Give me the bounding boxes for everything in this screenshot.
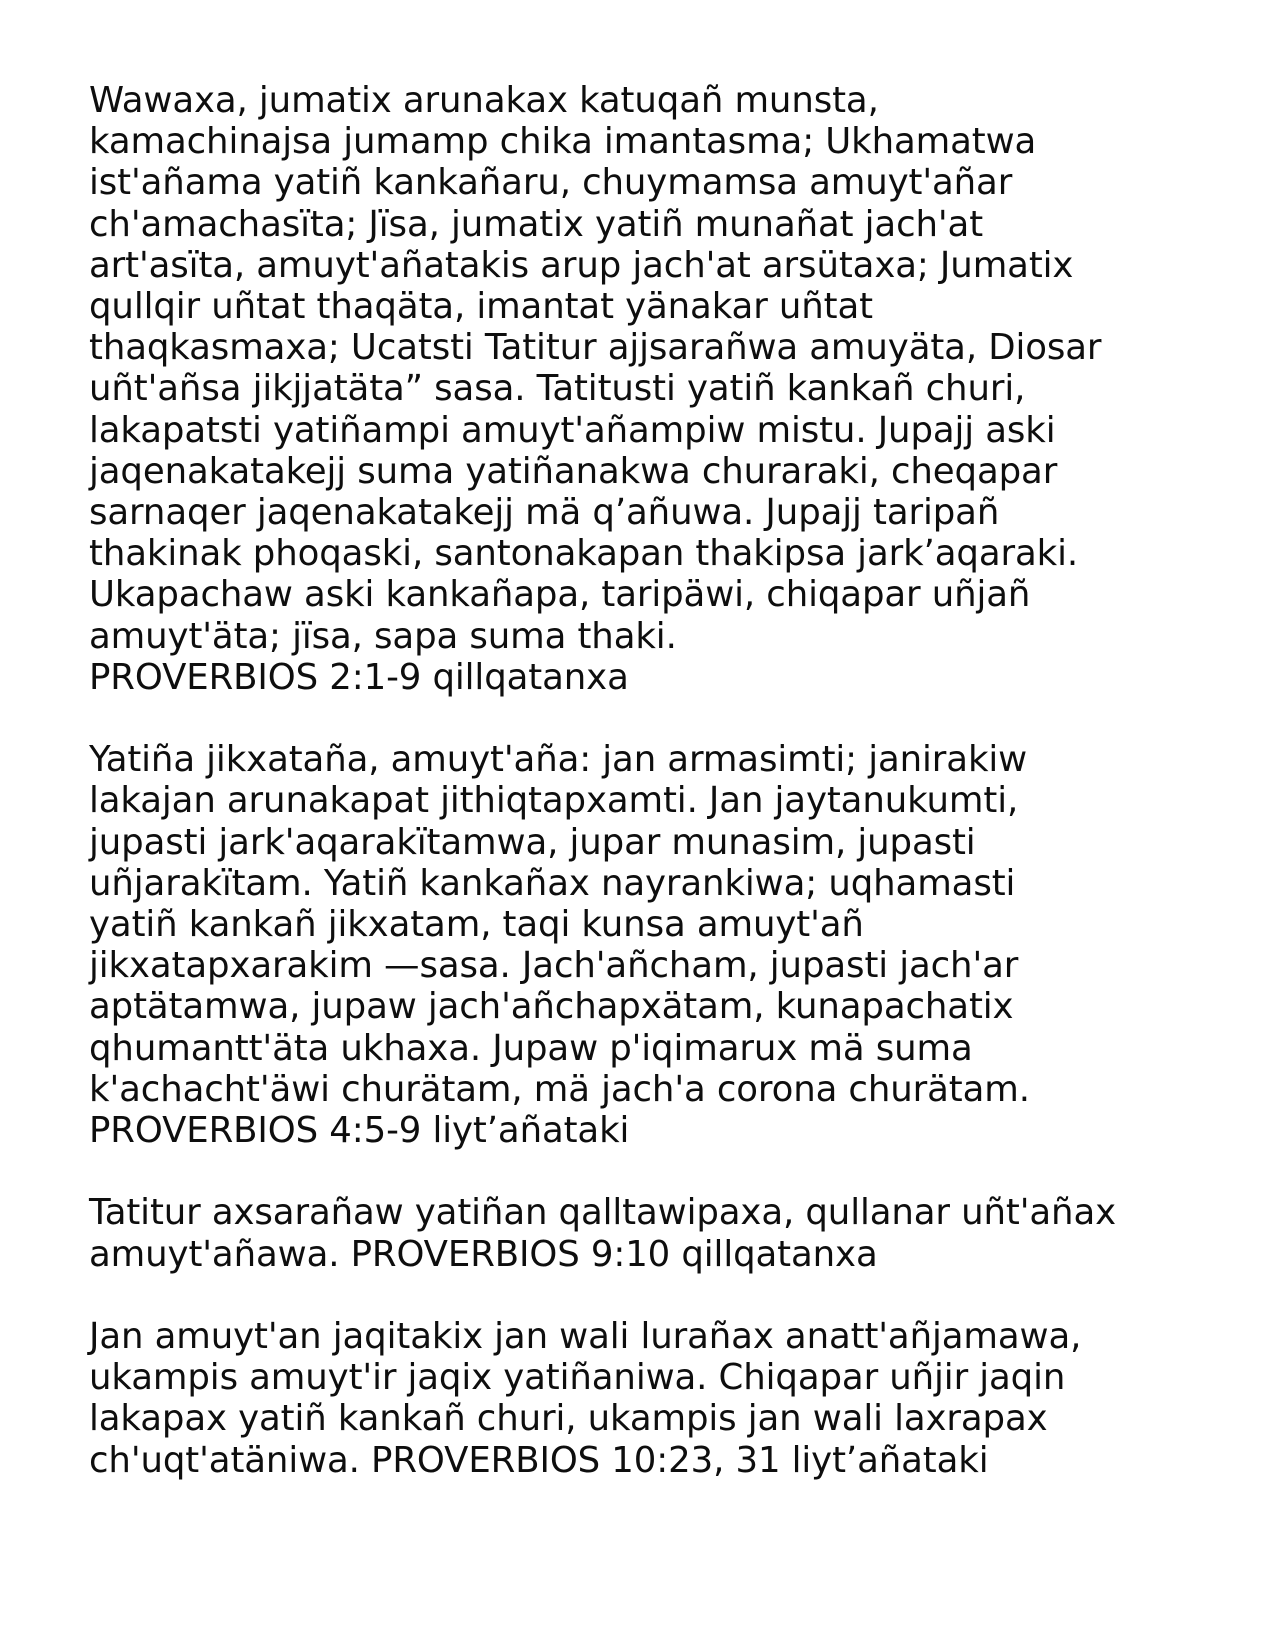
passage-4-line: Jan amuyt'an jaqitakix jan wali lurañax anatt'añjamawa, — [89, 1316, 1082, 1358]
passage-2-line: jupasti jark'aqarakïtamwa, jupar munasim, jupasti — [89, 821, 976, 863]
passage-3-line: Tatitur axsarañaw yatiñan qalltawipaxa, qullanar uñt'añax — [89, 1192, 1117, 1234]
passage-4-reference: PROVERBIOS 10:23, 31 liyt’añataki — [371, 1439, 989, 1481]
passage-2-line: aptätamwa, jupaw jach'añchapxätam, kunapachatix — [89, 986, 1014, 1028]
passage-1-line: kamachinajsa jumamp chika imantasma; Ukhamatwa — [89, 121, 1037, 163]
passage-3-line: amuyt'añawa. — [89, 1233, 340, 1275]
passage-1-line: ch'amachasïta; Jïsa, jumatix yatiñ munañat jach'at — [89, 203, 984, 245]
passage-1-line: jaqenakatakejj suma yatiñanakwa churaraki, cheqapar — [89, 450, 1058, 492]
passage-1-line: art'asïta, amuyt'añatakis arup jach'at arsütaxa; Jumatix — [89, 244, 1074, 286]
passage-1-line: sarnaqer jaqenakatakejj mä q’añuwa. Jupajj taripañ — [89, 492, 1000, 534]
passage-1-line: thaqkasmaxa; Ucatsti Tatitur ajjsarañwa amuyäta, Diosar — [89, 327, 1102, 369]
passage-1-line: ist'añama yatiñ kankañaru, chuymamsa amuyt'añar — [89, 162, 1013, 204]
passage-2 — [89, 739, 1219, 1151]
passage-2-reference: PROVERBIOS 4:5-9 liyt’añataki — [89, 1110, 630, 1152]
passage-3-last-line — [89, 1234, 1219, 1275]
document-page — [89, 80, 1219, 1522]
passage-1-reference: PROVERBIOS 2:1-9 qillqatanxa — [89, 656, 629, 698]
passage-1-line: qullqir uñtat thaqäta, imantat yänakar uñtat — [89, 286, 873, 328]
passage-1-line: amuyt'äta; jïsa, sapa suma thaki. — [89, 615, 677, 657]
passage-1-line: Ukapachaw aski kankañapa, taripäwi, chiqapar uñjañ — [89, 574, 1031, 616]
passage-4-line: ch'uqt'atäniwa. — [89, 1439, 360, 1481]
passage-4 — [89, 1316, 1219, 1481]
passage-2-line: k'achacht'äwi churätam, mä jach'a corona churätam. — [89, 1068, 1030, 1110]
passage-1-line: uñt'añsa jikjjatäta” sasa. Tatitusti yatiñ kankañ churi, — [89, 368, 1026, 410]
passage-2-line: jikxatapxarakim —sasa. Jach'añcham, jupasti jach'ar — [89, 945, 1019, 987]
passage-4-line: lakapax yatiñ kankañ churi, ukampis jan wali laxrapax — [89, 1398, 1048, 1440]
passage-4-last-line — [89, 1440, 1219, 1481]
passage-2-line: Yatiña jikxataña, amuyt'aña: jan armasimti; janirakiw — [89, 739, 1028, 781]
passage-2-line: yatiñ kankañ jikxatam, taqi kunsa amuyt'añ — [89, 904, 864, 946]
passage-2-line: qhumantt'äta ukhaxa. Jupaw p'iqimarux mä suma — [89, 1027, 973, 1069]
passage-1 — [89, 80, 1219, 698]
passage-2-line: uñjarakïtam. Yatiñ kankañax nayrankiwa; uqhamasti — [89, 862, 1016, 904]
passage-3-reference: PROVERBIOS 9:10 qillqatanxa — [350, 1233, 878, 1275]
passage-1-line: lakapatsti yatiñampi amuyt'añampiw mistu. Jupajj aski — [89, 409, 1056, 451]
passage-1-line: thakinak phoqaski, santonakapan thakipsa jark’aqaraki. — [89, 533, 1079, 575]
passage-4-line: ukampis amuyt'ir jaqix yatiñaniwa. Chiqapar uñjir jaqin — [89, 1357, 1066, 1399]
passage-2-line: lakajan arunakapat jithiqtapxamti. Jan jaytanukumti, — [89, 780, 1019, 822]
passage-1-line: Wawaxa, jumatix arunakax katuqañ munsta, — [89, 80, 879, 121]
passage-3 — [89, 1192, 1219, 1274]
